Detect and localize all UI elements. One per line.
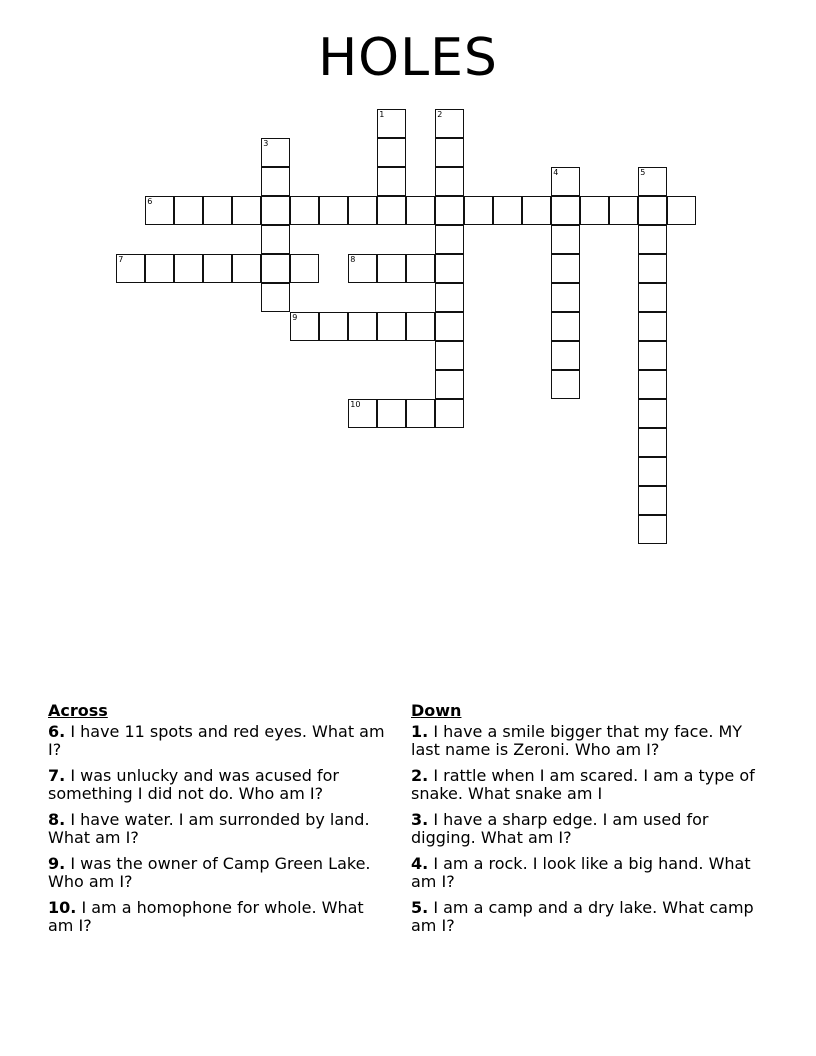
- grid-cell[interactable]: [551, 341, 580, 370]
- grid-cell[interactable]: [522, 196, 551, 225]
- clue-across-10: [48, 899, 393, 935]
- grid-cell[interactable]: [435, 399, 464, 428]
- grid-cell[interactable]: [261, 167, 290, 196]
- cell-number: 6: [147, 197, 153, 207]
- grid-cell[interactable]: [435, 225, 464, 254]
- grid-cell[interactable]: [348, 254, 377, 283]
- grid-cell[interactable]: [290, 312, 319, 341]
- cell-number: 7: [118, 255, 124, 265]
- grid-cell[interactable]: [435, 196, 464, 225]
- clue-down-2: [411, 767, 761, 803]
- grid-cell[interactable]: [435, 167, 464, 196]
- grid-cell[interactable]: [435, 312, 464, 341]
- grid-cell[interactable]: [609, 196, 638, 225]
- clue-number: 6.: [48, 722, 66, 741]
- cell-number: 3: [263, 139, 269, 149]
- grid-cell[interactable]: [551, 254, 580, 283]
- grid-cell[interactable]: [174, 196, 203, 225]
- grid-cell[interactable]: [348, 312, 377, 341]
- grid-cell[interactable]: [145, 196, 174, 225]
- clue-number: 4.: [411, 854, 429, 873]
- down-clues: [411, 702, 761, 943]
- grid-cell[interactable]: [290, 254, 319, 283]
- grid-cell[interactable]: [435, 341, 464, 370]
- clue-text: I was the owner of Camp Green Lake. Who am I?: [48, 854, 371, 891]
- cell-number: 4: [553, 168, 559, 178]
- grid-cell[interactable]: [667, 196, 696, 225]
- clue-across-8: [48, 811, 393, 847]
- clue-across-7: [48, 767, 393, 803]
- clue-number: 1.: [411, 722, 429, 741]
- clue-across-6: [48, 723, 393, 759]
- grid-cell[interactable]: [348, 399, 377, 428]
- grid-cell[interactable]: [203, 196, 232, 225]
- cell-number: 2: [437, 110, 443, 120]
- grid-cell[interactable]: [435, 254, 464, 283]
- grid-cell[interactable]: [406, 196, 435, 225]
- grid-cell[interactable]: [261, 138, 290, 167]
- grid-cell[interactable]: [232, 196, 261, 225]
- grid-cell[interactable]: [203, 254, 232, 283]
- grid-cell[interactable]: [261, 283, 290, 312]
- grid-cell[interactable]: [638, 515, 667, 544]
- grid-cell[interactable]: [551, 225, 580, 254]
- clue-text: I have 11 spots and red eyes. What am I?: [48, 722, 385, 759]
- grid-cell[interactable]: [290, 196, 319, 225]
- grid-cell[interactable]: [638, 341, 667, 370]
- grid-cell[interactable]: [638, 167, 667, 196]
- clue-number: 8.: [48, 810, 66, 829]
- grid-cell[interactable]: [464, 196, 493, 225]
- clue-text: I have a sharp edge. I am used for digging. What am I?: [411, 810, 709, 847]
- grid-cell[interactable]: [174, 254, 203, 283]
- grid-cell[interactable]: [377, 254, 406, 283]
- grid-cell[interactable]: [377, 196, 406, 225]
- grid-cell[interactable]: [638, 312, 667, 341]
- grid-cell[interactable]: [580, 196, 609, 225]
- grid-cell[interactable]: [348, 196, 377, 225]
- grid-cell[interactable]: [435, 283, 464, 312]
- clue-number: 10.: [48, 898, 77, 917]
- grid-cell[interactable]: [406, 399, 435, 428]
- grid-cell[interactable]: [377, 138, 406, 167]
- grid-cell[interactable]: [406, 254, 435, 283]
- grid-cell[interactable]: [551, 312, 580, 341]
- grid-cell[interactable]: [638, 457, 667, 486]
- grid-cell[interactable]: [435, 138, 464, 167]
- cell-number: 1: [379, 110, 385, 120]
- clue-text: I have a smile bigger that my face. MY last name is Zeroni. Who am I?: [411, 722, 743, 759]
- grid-cell[interactable]: [493, 196, 522, 225]
- grid-cell[interactable]: [551, 283, 580, 312]
- across-clues: [48, 702, 393, 943]
- grid-cell[interactable]: [551, 196, 580, 225]
- across-heading: Across: [48, 701, 108, 720]
- clue-down-4: [411, 855, 761, 891]
- grid-cell[interactable]: [145, 254, 174, 283]
- clue-text: I am a camp and a dry lake. What camp am I?: [411, 898, 754, 935]
- clue-across-9: [48, 855, 393, 891]
- grid-cell[interactable]: [116, 254, 145, 283]
- cell-number: 8: [350, 255, 356, 265]
- clue-number: 5.: [411, 898, 429, 917]
- grid-cell[interactable]: [377, 399, 406, 428]
- grid-cell[interactable]: [638, 254, 667, 283]
- clue-number: 9.: [48, 854, 66, 873]
- clue-text: I rattle when I am scared. I am a type of snake. What snake am I: [411, 766, 755, 803]
- crossword-grid: [117, 110, 717, 570]
- clue-number: 2.: [411, 766, 429, 785]
- cell-number: 10: [350, 400, 361, 410]
- grid-cell[interactable]: [435, 370, 464, 399]
- grid-cell[interactable]: [377, 167, 406, 196]
- grid-cell[interactable]: [377, 109, 406, 138]
- grid-cell[interactable]: [638, 225, 667, 254]
- grid-cell[interactable]: [638, 486, 667, 515]
- grid-cell[interactable]: [435, 109, 464, 138]
- grid-cell[interactable]: [319, 196, 348, 225]
- cell-number: 5: [640, 168, 646, 178]
- grid-cell[interactable]: [638, 428, 667, 457]
- grid-cell[interactable]: [551, 167, 580, 196]
- grid-cell[interactable]: [261, 254, 290, 283]
- grid-cell[interactable]: [232, 254, 261, 283]
- grid-cell[interactable]: [377, 312, 406, 341]
- grid-cell[interactable]: [406, 312, 435, 341]
- clue-text: I was unlucky and was acused for something I did not do. Who am I?: [48, 766, 340, 803]
- cell-number: 9: [292, 313, 298, 323]
- clue-down-3: [411, 811, 761, 847]
- down-heading: Down: [411, 701, 462, 720]
- grid-cell[interactable]: [319, 312, 348, 341]
- clue-text: I have water. I am surronded by land. What am I?: [48, 810, 370, 847]
- clue-text: I am a rock. I look like a big hand. What am I?: [411, 854, 751, 891]
- grid-cell[interactable]: [551, 370, 580, 399]
- grid-cell[interactable]: [638, 370, 667, 399]
- grid-cell[interactable]: [261, 196, 290, 225]
- clue-down-5: [411, 899, 761, 935]
- grid-cell[interactable]: [638, 196, 667, 225]
- grid-cell[interactable]: [638, 283, 667, 312]
- grid-cell[interactable]: [261, 225, 290, 254]
- grid-cell[interactable]: [638, 399, 667, 428]
- clue-down-1: [411, 723, 761, 759]
- clue-number: 7.: [48, 766, 66, 785]
- puzzle-title: HOLES: [318, 28, 498, 88]
- clue-text: I am a homophone for whole. What am I?: [48, 898, 364, 935]
- clue-number: 3.: [411, 810, 429, 829]
